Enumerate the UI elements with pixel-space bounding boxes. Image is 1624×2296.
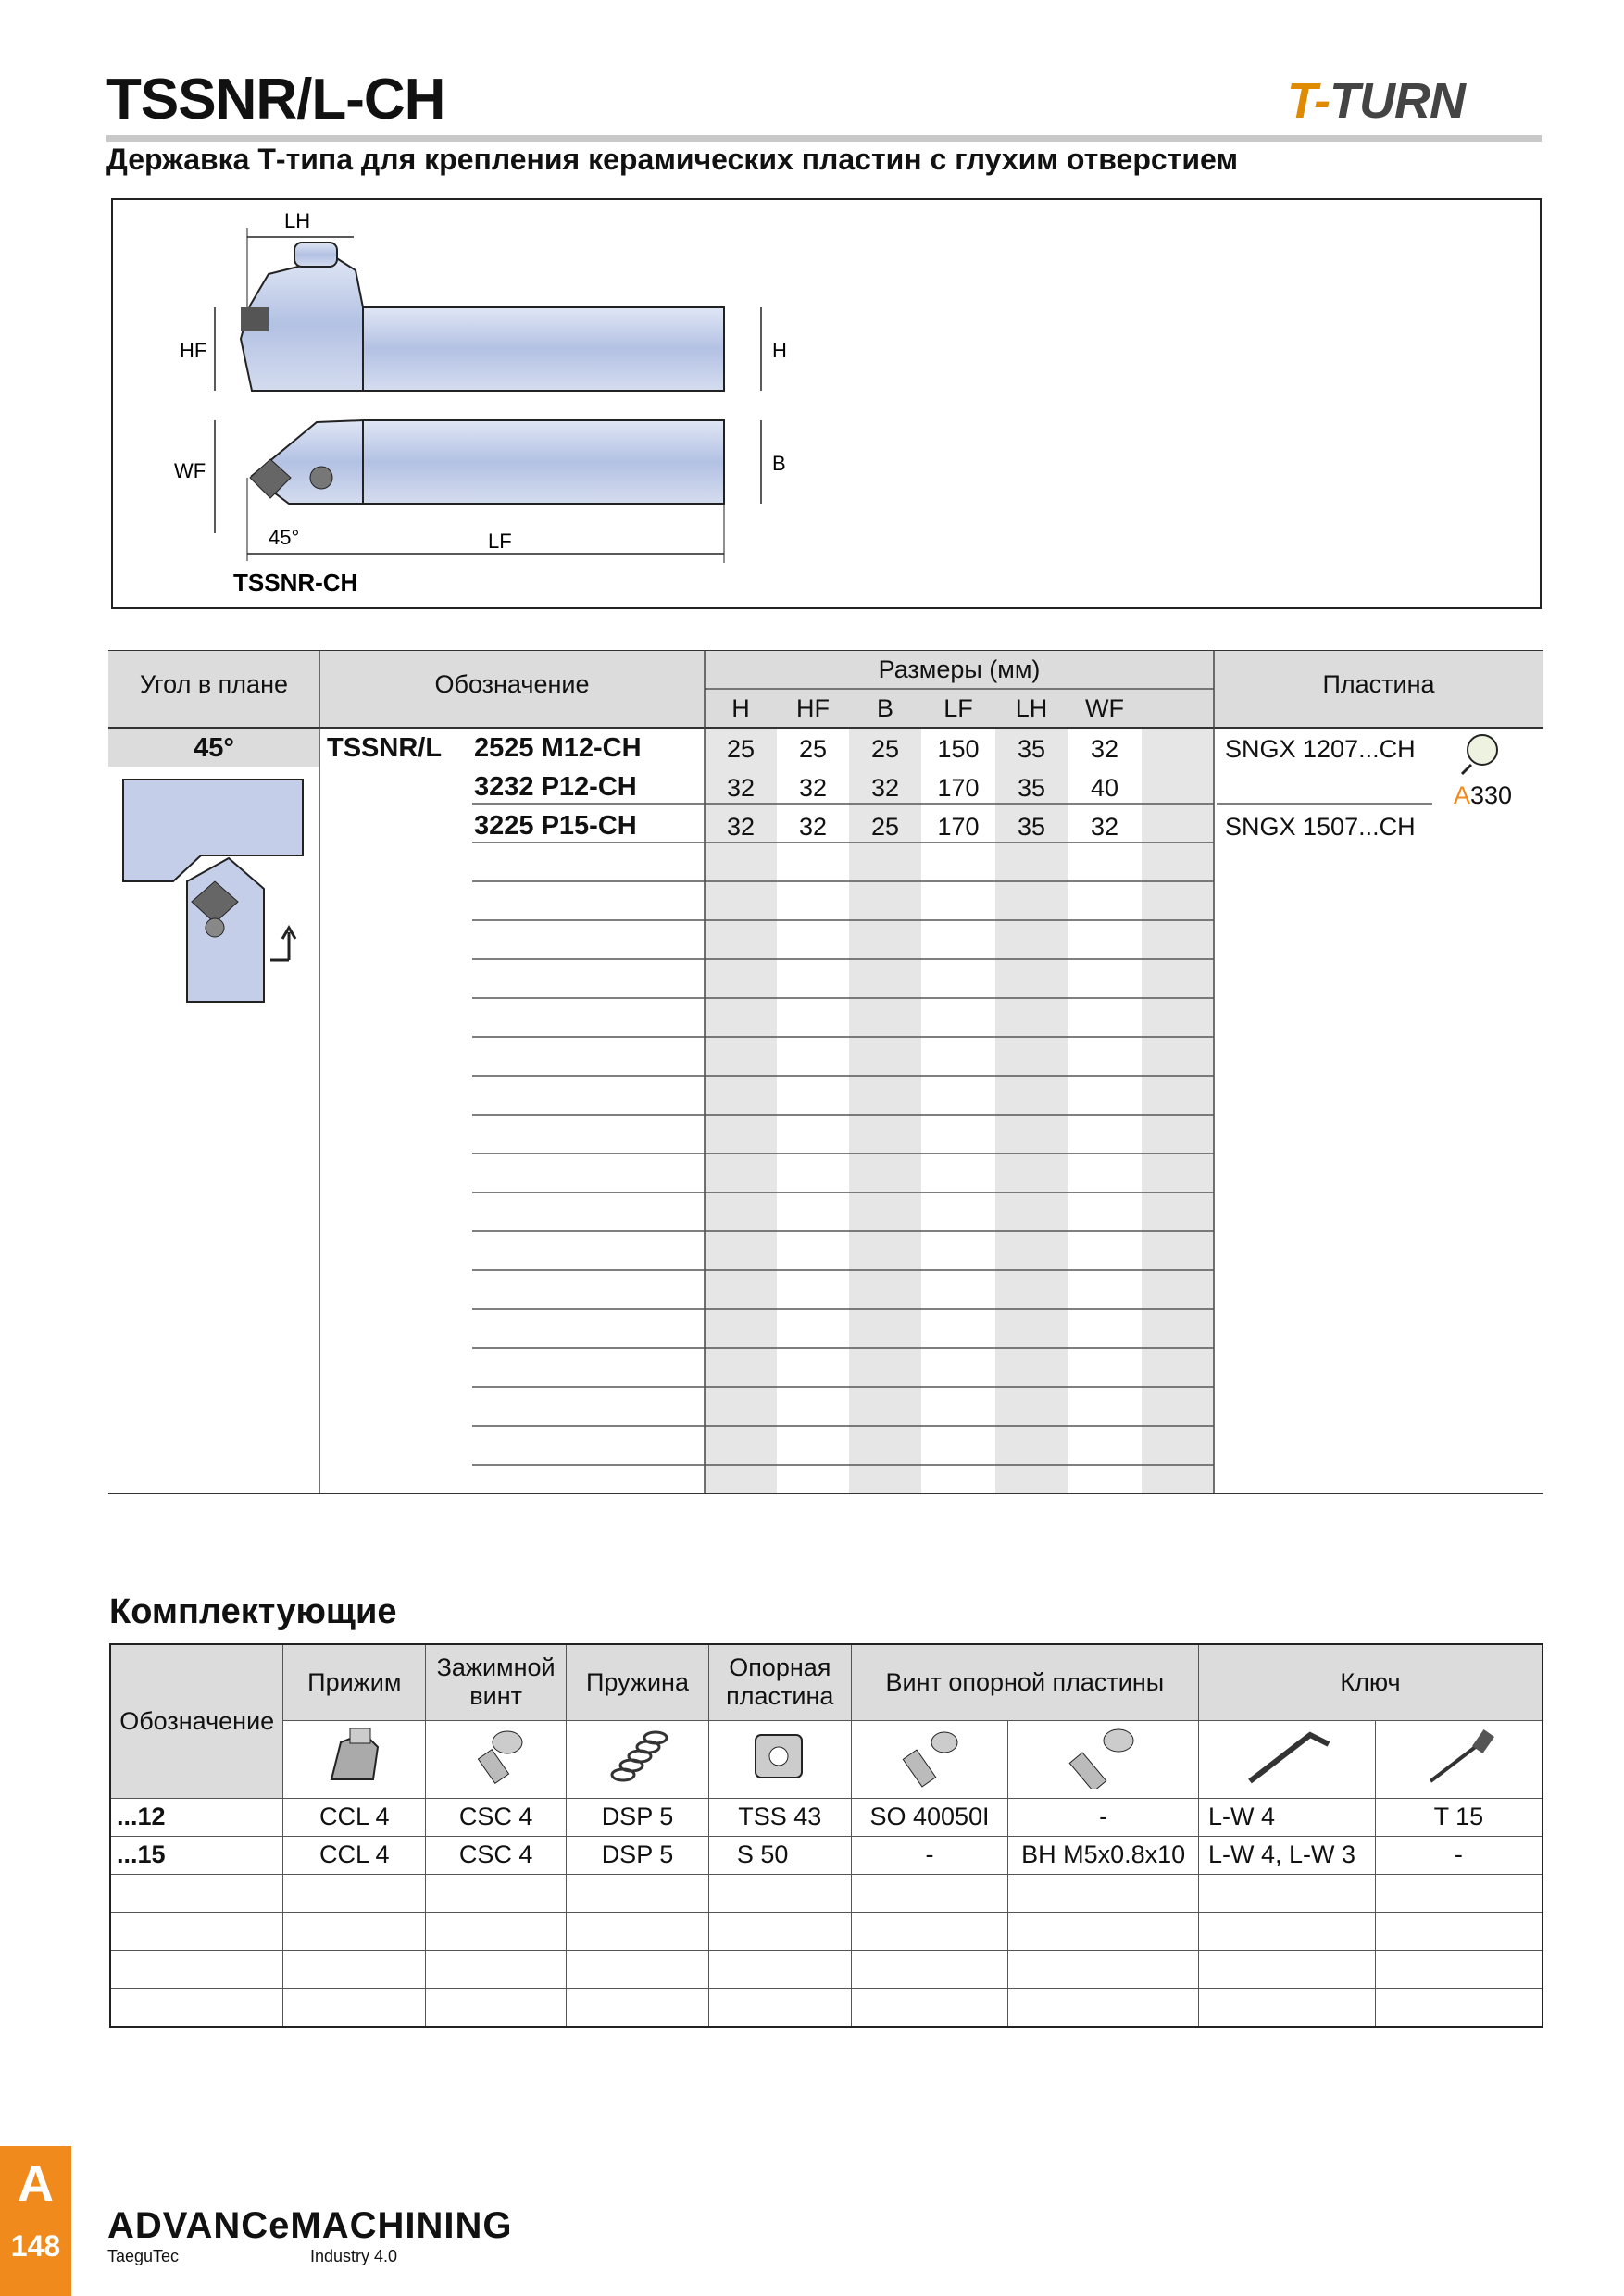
row1-B: 25 — [870, 735, 900, 763]
dim-col-WF: WF — [1085, 694, 1124, 722]
row1-HF: 25 — [798, 735, 828, 763]
row3-LH: 35 — [1017, 813, 1046, 841]
brand-logo — [1287, 72, 1465, 130]
dim-col-HF: HF — [796, 694, 830, 722]
hex-key-icon — [1198, 1720, 1375, 1798]
acc-row1-shim-screw: SO 40050I — [851, 1798, 1008, 1836]
angle-value: 45° — [194, 733, 234, 763]
acc-col-clamp: Прижим — [283, 1644, 426, 1720]
label-LH: LH — [284, 209, 311, 232]
row1-insert[interactable]: SNGX 1207...CH — [1225, 735, 1416, 763]
acc-col-clamp-screw: Зажимной винт — [426, 1644, 567, 1720]
torx-key-icon — [1375, 1720, 1543, 1798]
dim-col-H: H — [731, 694, 750, 722]
page-reference[interactable] — [1454, 781, 1512, 810]
section-tab-letter: A — [18, 2156, 54, 2212]
dim-col-LH: LH — [1015, 694, 1048, 722]
shim-icon — [708, 1720, 851, 1798]
col-insert-header: Пластина — [1322, 670, 1435, 698]
label-HF: HF — [180, 339, 207, 362]
row2-B: 32 — [870, 774, 900, 802]
acc-row1-shim: TSS 43 — [708, 1798, 851, 1836]
page-number: 148 — [10, 2229, 61, 2263]
magnifier-icon — [1462, 735, 1497, 774]
row3-code: 3225 P15-CH — [474, 811, 637, 841]
section-tab — [0, 2146, 71, 2296]
acc-col-spring: Пружина — [567, 1644, 709, 1720]
side-view-clamp — [294, 243, 337, 267]
acc-row2-designation: ...15 — [110, 1836, 283, 1874]
acc-empty-row — [110, 1950, 1543, 1988]
col-dims-header: Размеры (мм) — [878, 655, 1041, 683]
acc-row1-key: L-W 4 — [1198, 1798, 1375, 1836]
page-subtitle: Державка Т-типа для крепления керамических пластин с глухим отверстием — [106, 143, 1239, 176]
row1-LF: 150 — [937, 735, 980, 763]
label-WF: WF — [174, 459, 206, 482]
side-view-shank — [363, 307, 724, 391]
acc-col-shim-screw: Винт опорной пластины — [851, 1644, 1198, 1720]
row2-LH: 35 — [1017, 774, 1046, 802]
tool-diagram — [113, 200, 1540, 607]
acc-col-designation: Обозначение — [110, 1644, 283, 1798]
acc-row2-shim-screw-2: BH M5x0.8x10 — [1008, 1836, 1199, 1874]
acc-row1-clamp-screw: CSC 4 — [426, 1798, 567, 1836]
footer-tagline: Industry 4.0 — [310, 2247, 398, 2265]
row3-B: 25 — [870, 813, 900, 841]
accessories-title: Комплектующие — [109, 1592, 397, 1631]
label-B: B — [772, 452, 786, 475]
acc-row1-clamp: CCL 4 — [283, 1798, 426, 1836]
acc-row2-key: L-W 4, L-W 3 — [1198, 1836, 1375, 1874]
acc-row2-shim-screw: - — [851, 1836, 1008, 1874]
shim-screw-long-icon — [1008, 1720, 1199, 1798]
acc-row2-key-2: - — [1375, 1836, 1543, 1874]
acc-row2-spring: DSP 5 — [567, 1836, 709, 1874]
acc-row1-spring: DSP 5 — [567, 1798, 709, 1836]
acc-col-shim: Опорная пластина — [708, 1644, 851, 1720]
side-view-insert — [241, 307, 269, 331]
row2-LF: 170 — [937, 774, 980, 802]
page-ref-prefix: A — [1454, 781, 1471, 809]
acc-row1-shim-screw-2: - — [1008, 1798, 1199, 1836]
dim-col-LF: LF — [943, 694, 973, 722]
diagram-caption: TSSNR-CH — [233, 568, 358, 596]
shim-screw-icon — [851, 1720, 1008, 1798]
acc-row1-key-2: T 15 — [1375, 1798, 1543, 1836]
row1-LH: 35 — [1017, 735, 1046, 763]
row3-H: 32 — [726, 813, 756, 841]
top-view-screw — [310, 467, 332, 489]
footer-logo: ADVANCeMACHINING — [107, 2205, 513, 2246]
acc-row1-designation: ...12 — [110, 1798, 283, 1836]
row2-code: 3232 P12-CH — [474, 772, 637, 802]
clamp-screw-icon — [426, 1720, 567, 1798]
row1-H: 25 — [726, 735, 756, 763]
acc-empty-row — [110, 1874, 1543, 1912]
accessories-table — [109, 1643, 1543, 2028]
acc-row2-clamp: CCL 4 — [283, 1836, 426, 1874]
top-view-shank — [363, 420, 724, 504]
footer-company: TaeguTec — [107, 2247, 180, 2265]
dim-col-B: B — [876, 694, 893, 722]
row2-WF: 40 — [1090, 774, 1119, 802]
title-divider — [106, 135, 1542, 142]
row3-insert[interactable]: SNGX 1507...CH — [1225, 813, 1416, 841]
row1-WF: 32 — [1090, 735, 1119, 763]
acc-empty-row — [110, 1988, 1543, 2027]
clamp-icon — [283, 1720, 426, 1798]
acc-row2-clamp-screw: CSC 4 — [426, 1836, 567, 1874]
row1-code: 2525 M12-CH — [474, 733, 642, 763]
label-H: H — [772, 339, 787, 362]
col-angle-header: Угол в плане — [139, 670, 289, 698]
acc-col-key: Ключ — [1198, 1644, 1543, 1720]
series-name: TSSNR/L — [327, 733, 443, 763]
spring-icon — [567, 1720, 709, 1798]
row3-HF: 32 — [798, 813, 828, 841]
row2-H: 32 — [726, 774, 756, 802]
acc-row2-shim: S 50 — [708, 1836, 851, 1874]
page-ref-number: 330 — [1470, 781, 1513, 809]
col-designation-header: Обозначение — [434, 670, 590, 698]
acc-empty-row — [110, 1912, 1543, 1950]
label-LF: LF — [488, 530, 512, 553]
brand-prefix: T- — [1287, 73, 1330, 129]
row2-HF: 32 — [798, 774, 828, 802]
tool-diagram-box — [111, 198, 1542, 609]
row3-WF: 32 — [1090, 813, 1119, 841]
row3-LF: 170 — [937, 813, 980, 841]
brand-main: TURN — [1330, 73, 1465, 129]
angle-pictogram — [123, 780, 303, 1002]
label-angle: 45° — [269, 526, 300, 549]
page-title: TSSNR/L-CH — [106, 68, 445, 131]
